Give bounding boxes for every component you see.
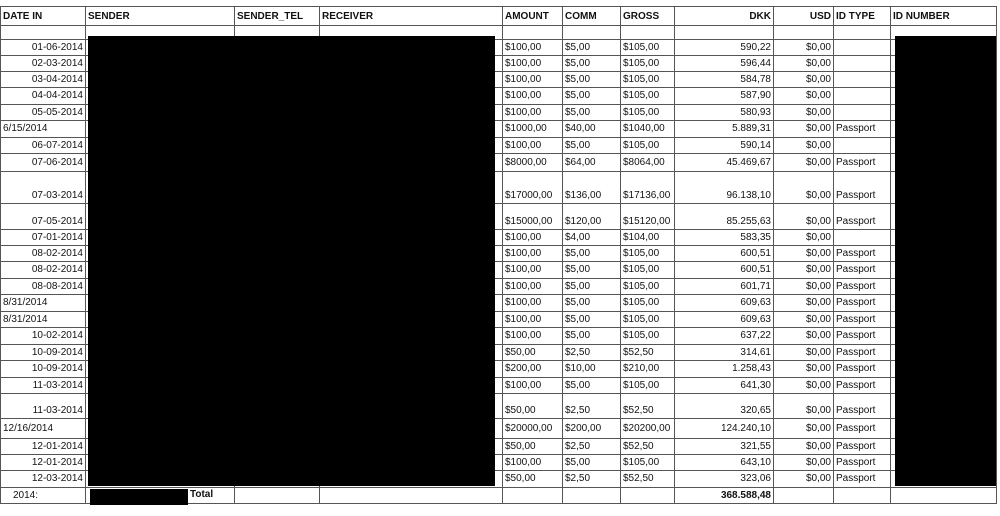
table-cell-dkk: 609,63 [675,295,774,312]
table-cell-amount: $100,00 [503,328,563,345]
header-id-type: ID TYPE [834,6,891,26]
table-cell-comm: $4,00 [563,230,621,246]
table-cell-gross: $105,00 [621,328,675,345]
table-row-date: 08-02-2014 [0,262,86,279]
table-cell-amount: $100,00 [503,262,563,279]
table-cell-gross: $105,00 [621,378,675,394]
spacer-cell [621,26,675,40]
table-cell-comm: $5,00 [563,40,621,56]
table-cell-comm: $64,00 [563,154,621,172]
table-cell-gross: $20200,00 [621,419,675,439]
table-cell-amount: $100,00 [503,378,563,394]
table-row-date: 02-03-2014 [0,56,86,72]
footer-cell [834,488,891,504]
table-cell-usd: $0,00 [774,378,834,394]
table-cell-id-type: Passport [834,378,891,394]
header-comm: COMM [563,6,621,26]
header-amount: AMOUNT [503,6,563,26]
table-cell-dkk: 587,90 [675,88,774,105]
table-row-date: 12-01-2014 [0,455,86,471]
table-cell-dkk: 641,30 [675,378,774,394]
table-cell-comm: $10,00 [563,361,621,378]
footer-cell [503,488,563,504]
table-cell-id-type: Passport [834,439,891,455]
table-cell-amount: $50,00 [503,439,563,455]
table-cell-amount: $1000,00 [503,121,563,138]
table-cell-dkk: 5.889,31 [675,121,774,138]
table-cell-amount: $100,00 [503,72,563,88]
table-cell-usd: $0,00 [774,40,834,56]
table-cell-gross: $105,00 [621,262,675,279]
table-cell-usd: $0,00 [774,88,834,105]
table-cell-dkk: 609,63 [675,312,774,328]
footer-cell [891,488,997,504]
table-cell-id-type: Passport [834,328,891,345]
table-cell-amount: $50,00 [503,471,563,488]
table-cell-dkk: 321,55 [675,439,774,455]
table-cell-gross: $105,00 [621,56,675,72]
table-cell-id-type: Passport [834,279,891,295]
table-cell-id-type: Passport [834,455,891,471]
table-cell-usd: $0,00 [774,419,834,439]
table-cell-gross: $105,00 [621,105,675,121]
table-cell-comm: $40,00 [563,121,621,138]
table-cell-id-type [834,138,891,154]
table-cell-amount: $100,00 [503,312,563,328]
table-cell-dkk: 637,22 [675,328,774,345]
table-cell-amount: $100,00 [503,105,563,121]
table-cell-id-type [834,40,891,56]
spacer-cell [675,26,774,40]
table-cell-comm: $2,50 [563,394,621,419]
table-cell-id-type: Passport [834,394,891,419]
redaction-id-number [895,36,996,486]
table-cell-amount: $50,00 [503,394,563,419]
table-cell-amount: $8000,00 [503,154,563,172]
table-cell-usd: $0,00 [774,138,834,154]
table-cell-id-type: Passport [834,154,891,172]
table-cell-amount: $100,00 [503,230,563,246]
table-row-date: 10-09-2014 [0,361,86,378]
table-row-date: 05-05-2014 [0,105,86,121]
table-cell-usd: $0,00 [774,345,834,361]
table-cell-usd: $0,00 [774,262,834,279]
header-date-in: DATE IN [0,6,86,26]
table-cell-id-type: Passport [834,204,891,230]
table-cell-amount: $100,00 [503,56,563,72]
table-cell-dkk: 85.255,63 [675,204,774,230]
table-cell-dkk: 584,78 [675,72,774,88]
table-row-date: 08-02-2014 [0,246,86,262]
table-cell-dkk: 45.469,67 [675,154,774,172]
table-cell-gross: $17136,00 [621,172,675,204]
table-cell-usd: $0,00 [774,328,834,345]
table-cell-usd: $0,00 [774,172,834,204]
table-cell-usd: $0,00 [774,295,834,312]
footer-cell [563,488,621,504]
spacer-cell [834,26,891,40]
table-cell-amount: $200,00 [503,361,563,378]
footer-dkk-total: 368.588,48 [675,488,774,504]
redaction-sender-receiver [88,36,495,486]
table-cell-gross: $52,50 [621,471,675,488]
table-cell-amount: $100,00 [503,455,563,471]
header-receiver: RECEIVER [320,6,503,26]
table-cell-comm: $120,00 [563,204,621,230]
header-dkk: DKK [675,6,774,26]
table-row-date: 10-02-2014 [0,328,86,345]
table-cell-id-type: Passport [834,345,891,361]
table-cell-gross: $105,00 [621,312,675,328]
spacer-cell [0,26,86,40]
table-cell-comm: $5,00 [563,312,621,328]
footer-year: 2014: [0,488,86,504]
table-cell-dkk: 580,93 [675,105,774,121]
table-cell-id-type: Passport [834,295,891,312]
table-cell-comm: $2,50 [563,345,621,361]
table-cell-id-type: Passport [834,172,891,204]
table-cell-dkk: 1.258,43 [675,361,774,378]
footer-cell [235,488,320,504]
table-row-date: 07-06-2014 [0,154,86,172]
table-cell-gross: $105,00 [621,40,675,56]
table-cell-id-type: Passport [834,361,891,378]
table-cell-usd: $0,00 [774,439,834,455]
table-cell-dkk: 314,61 [675,345,774,361]
table-cell-amount: $100,00 [503,138,563,154]
table-cell-id-type: Passport [834,312,891,328]
table-cell-amount: $17000,00 [503,172,563,204]
table-cell-dkk: 323,06 [675,471,774,488]
table-cell-dkk: 590,22 [675,40,774,56]
table-cell-amount: $100,00 [503,295,563,312]
table-cell-gross: $1040,00 [621,121,675,138]
table-cell-gross: $15120,00 [621,204,675,230]
table-row-date: 07-05-2014 [0,204,86,230]
table-cell-usd: $0,00 [774,230,834,246]
total-label: Total [190,489,214,500]
table-cell-id-type [834,105,891,121]
table-cell-gross: $105,00 [621,138,675,154]
table-cell-gross: $105,00 [621,455,675,471]
table-cell-dkk: 601,71 [675,279,774,295]
spacer-cell [563,26,621,40]
header-usd: USD [774,6,834,26]
table-row-date: 6/15/2014 [0,121,86,138]
redaction-footer [90,489,188,505]
table-cell-dkk: 590,14 [675,138,774,154]
table-row-date: 03-04-2014 [0,72,86,88]
spacer-cell [774,26,834,40]
table-cell-id-type: Passport [834,471,891,488]
header-sender-tel: SENDER_TEL [235,6,320,26]
table-row-date: 07-01-2014 [0,230,86,246]
table-cell-comm: $5,00 [563,378,621,394]
table-cell-comm: $2,50 [563,439,621,455]
table-cell-usd: $0,00 [774,471,834,488]
table-cell-dkk: 600,51 [675,262,774,279]
table-cell-usd: $0,00 [774,361,834,378]
table-cell-comm: $5,00 [563,279,621,295]
table-cell-comm: $5,00 [563,56,621,72]
table-cell-comm: $200,00 [563,419,621,439]
table-cell-amount: $15000,00 [503,204,563,230]
table-cell-usd: $0,00 [774,204,834,230]
table-row-date: 12/16/2014 [0,419,86,439]
table-cell-amount: $100,00 [503,88,563,105]
table-cell-comm: $5,00 [563,72,621,88]
table-cell-usd: $0,00 [774,279,834,295]
table-cell-comm: $2,50 [563,471,621,488]
table-cell-comm: $5,00 [563,328,621,345]
table-cell-dkk: 643,10 [675,455,774,471]
table-row-date: 8/31/2014 [0,295,86,312]
table-cell-amount: $100,00 [503,246,563,262]
header-id-number: ID NUMBER [891,6,997,26]
table-cell-gross: $105,00 [621,279,675,295]
table-cell-usd: $0,00 [774,394,834,419]
table-cell-id-type: Passport [834,419,891,439]
table-cell-comm: $5,00 [563,455,621,471]
table-cell-comm: $5,00 [563,295,621,312]
table-row-date: 01-06-2014 [0,40,86,56]
table-cell-id-type [834,230,891,246]
table-cell-dkk: 600,51 [675,246,774,262]
table-cell-comm: $5,00 [563,246,621,262]
table-cell-gross: $104,00 [621,230,675,246]
table-cell-gross: $210,00 [621,361,675,378]
table-cell-id-type [834,72,891,88]
table-cell-amount: $50,00 [503,345,563,361]
table-cell-dkk: 320,65 [675,394,774,419]
table-cell-comm: $5,00 [563,88,621,105]
table-cell-usd: $0,00 [774,105,834,121]
table-cell-dkk: 124.240,10 [675,419,774,439]
table-cell-amount: $100,00 [503,279,563,295]
table-row-date: 04-04-2014 [0,88,86,105]
table-row-date: 07-03-2014 [0,172,86,204]
table-cell-gross: $52,50 [621,345,675,361]
table-row-date: 11-03-2014 [0,378,86,394]
table-cell-gross: $105,00 [621,295,675,312]
table-row-date: 11-03-2014 [0,394,86,419]
table-cell-comm: $5,00 [563,105,621,121]
table-cell-amount: $20000,00 [503,419,563,439]
table-row-date: 10-09-2014 [0,345,86,361]
table-cell-comm: $136,00 [563,172,621,204]
table-row-date: 8/31/2014 [0,312,86,328]
table-cell-comm: $5,00 [563,262,621,279]
spacer-cell [503,26,563,40]
table-cell-gross: $105,00 [621,88,675,105]
table-cell-gross: $52,50 [621,439,675,455]
table-cell-gross: $105,00 [621,72,675,88]
table-cell-id-type: Passport [834,121,891,138]
table-cell-id-type: Passport [834,262,891,279]
table-row-date: 12-01-2014 [0,439,86,455]
table-cell-comm: $5,00 [563,138,621,154]
table-cell-dkk: 596,44 [675,56,774,72]
table-row-date: 06-07-2014 [0,138,86,154]
header-sender: SENDER [86,6,235,26]
table-cell-usd: $0,00 [774,72,834,88]
table-cell-id-type [834,88,891,105]
table-cell-amount: $100,00 [503,40,563,56]
table-cell-gross: $52,50 [621,394,675,419]
table-row-date: 12-03-2014 [0,471,86,488]
table-cell-usd: $0,00 [774,121,834,138]
table-row-date: 08-08-2014 [0,279,86,295]
footer-cell [320,488,503,504]
table-cell-usd: $0,00 [774,154,834,172]
table-cell-usd: $0,00 [774,455,834,471]
header-gross: GROSS [621,6,675,26]
table-cell-gross: $105,00 [621,246,675,262]
footer-cell [774,488,834,504]
table-cell-usd: $0,00 [774,246,834,262]
table-cell-dkk: 583,35 [675,230,774,246]
table-cell-id-type: Passport [834,246,891,262]
table-cell-id-type [834,56,891,72]
table-cell-usd: $0,00 [774,56,834,72]
footer-cell [621,488,675,504]
table-cell-usd: $0,00 [774,312,834,328]
table-cell-dkk: 96.138,10 [675,172,774,204]
table-cell-gross: $8064,00 [621,154,675,172]
